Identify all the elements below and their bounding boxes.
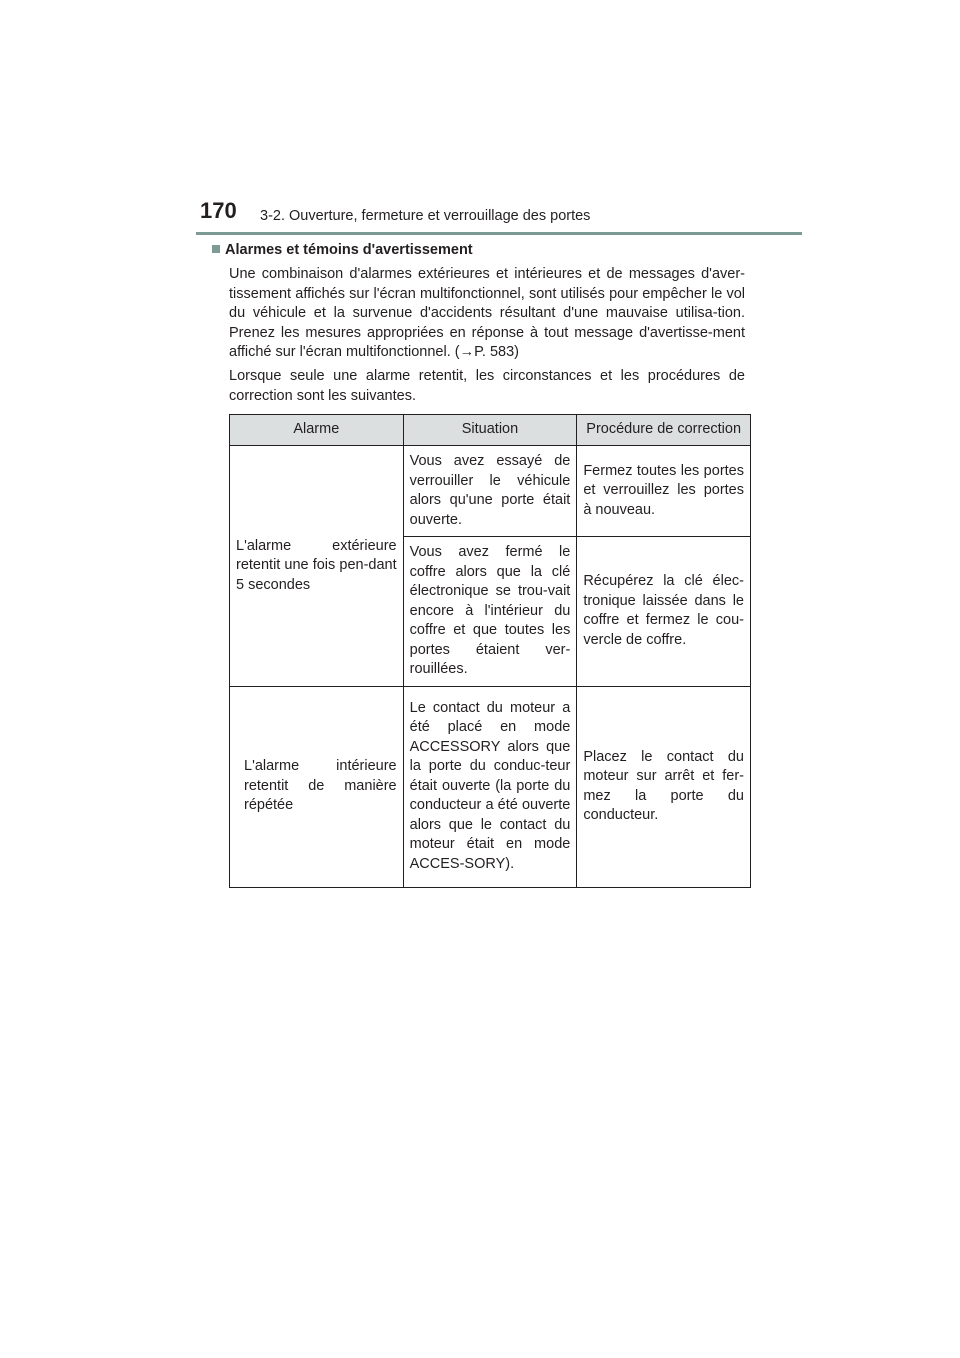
header-rule: [196, 232, 802, 235]
alarm-cell: L'alarme intérieure retentit de manière répétée: [230, 686, 404, 887]
section-heading-text: Alarmes et témoins d'avertissement: [225, 242, 473, 258]
chapter-title: 3-2. Ouverture, fermeture et verrouillage des portes: [260, 208, 591, 224]
page-number: 170: [200, 198, 237, 223]
table-row: [230, 686, 751, 887]
situation-cell: Vous avez essayé de verrouiller le véhicule alors qu'une porte était ouverte.: [403, 446, 577, 537]
page-header: [196, 196, 802, 236]
column-header-situation: Situation: [403, 415, 577, 446]
correction-cell: Fermez toutes les portes et verrouillez les portes à nouveau.: [577, 446, 751, 537]
square-bullet-icon: [212, 245, 220, 253]
conditions-paragraph: Lorsque seule une alarme retentit, les circonstances et les procédures de correction sont les suivantes.: [229, 368, 745, 404]
situation-cell: Le contact du moteur a été placé en mode ACCESSORY alors que la porte du conduc-teur était ouverte (la porte du conducteur a été ouverte alors que le contact du moteur était en mode ACCES-SORY).: [403, 686, 577, 887]
correction-cell: Placez le contact du moteur sur arrêt et fer-mez la porte du conducteur.: [577, 686, 751, 887]
alarm-cell: L'alarme extérieure retentit une fois pen-dant 5 secondes: [230, 446, 404, 687]
alarm-table: [229, 414, 751, 888]
situation-cell: Vous avez fermé le coffre alors que la clé électronique se trou-vait encore à l'intérieur du coffre et que toutes les portes étaient ver-rouillées.: [403, 537, 577, 687]
table-header-row: [230, 415, 751, 446]
table-row: [230, 446, 751, 537]
correction-cell: Récupérez la clé élec-tronique laissée dans le coffre et fermez le cou-vercle de coffre.: [577, 537, 751, 687]
intro-paragraph: Une combinaison d'alarmes extérieures et intérieures et de messages d'aver-tissement affichés sur l'écran multifonctionnel, sont utilisés pour empêcher le vol du véhicule et la survenue d'accidents résultant d'une mauvaise utilisa-tion. Prenez les mesures appropriées en réponse à tout message d'avertisse-ment affiché sur l'écran multifonctionnel. (→P. 583): [229, 266, 745, 360]
column-header-correction: Procédure de correction: [577, 415, 751, 446]
section-heading: [212, 242, 473, 258]
column-header-alarm: Alarme: [230, 415, 404, 446]
